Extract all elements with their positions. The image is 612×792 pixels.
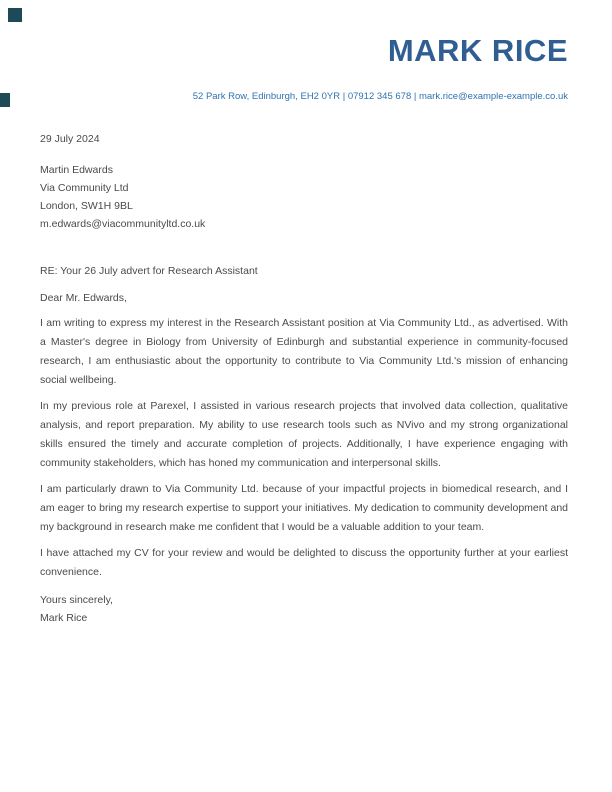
body-paragraph: I am particularly drawn to Via Community Ltd. because of your impactful projects in biomedical research, and I am eager to bring my research expertise to support your initiatives. My dedication to community development and my background in research make me confident that I would be a valuable addition to your team. [40, 483, 568, 533]
recipient-name: Martin Edwards [40, 164, 113, 176]
body-paragraph: In my previous role at Parexel, I assisted in various research projects that involved data collection, qualitative analysis, and report preparation. My ability to use research tools such as NVivo and my strong organizational skills ensured the timely and accurate completion of projects. Additionally, I have experience engaging with community stakeholders, which has honed my communication and interpersonal skills. [40, 400, 568, 469]
body-paragraph: I have attached my CV for your review and would be delighted to discuss the opportunity further at your earliest convenience. [40, 547, 568, 578]
recipient-email: m.edwards@viacommunityltd.co.uk [40, 218, 206, 230]
salutation: Dear Mr. Edwards, [40, 292, 127, 304]
sender-name-heading: MARK RICE [387, 33, 568, 68]
letter-body [0, 130, 612, 627]
recipient-address: London, SW1H 9BL [40, 200, 133, 212]
decor-square-left-edge [0, 93, 10, 107]
contact-line: 52 Park Row, Edinburgh, EH2 0YR | 07912 345 678 | mark.rice@example-example.co.uk [192, 91, 568, 102]
recipient-block [40, 161, 568, 233]
date-text: 29 July 2024 [40, 133, 100, 145]
closing-line: Yours sincerely, [40, 594, 113, 606]
signature-name: Mark Rice [40, 612, 88, 624]
body-paragraph: I am writing to express my interest in the Research Assistant position at Via Community Ltd., as advertised. With a Master's degree in Biology from University of Edinburgh and substantial experience in community-focused research, I am enthusiastic about the opportunity to contribute to Via Community Ltd.'s mission of enhancing social wellbeing. [40, 317, 568, 386]
letter-header [0, 0, 612, 102]
recipient-company: Via Community Ltd [40, 182, 129, 194]
subject-line: RE: Your 26 July advert for Research Assistant [40, 265, 258, 277]
decor-square-top-left [8, 8, 22, 22]
